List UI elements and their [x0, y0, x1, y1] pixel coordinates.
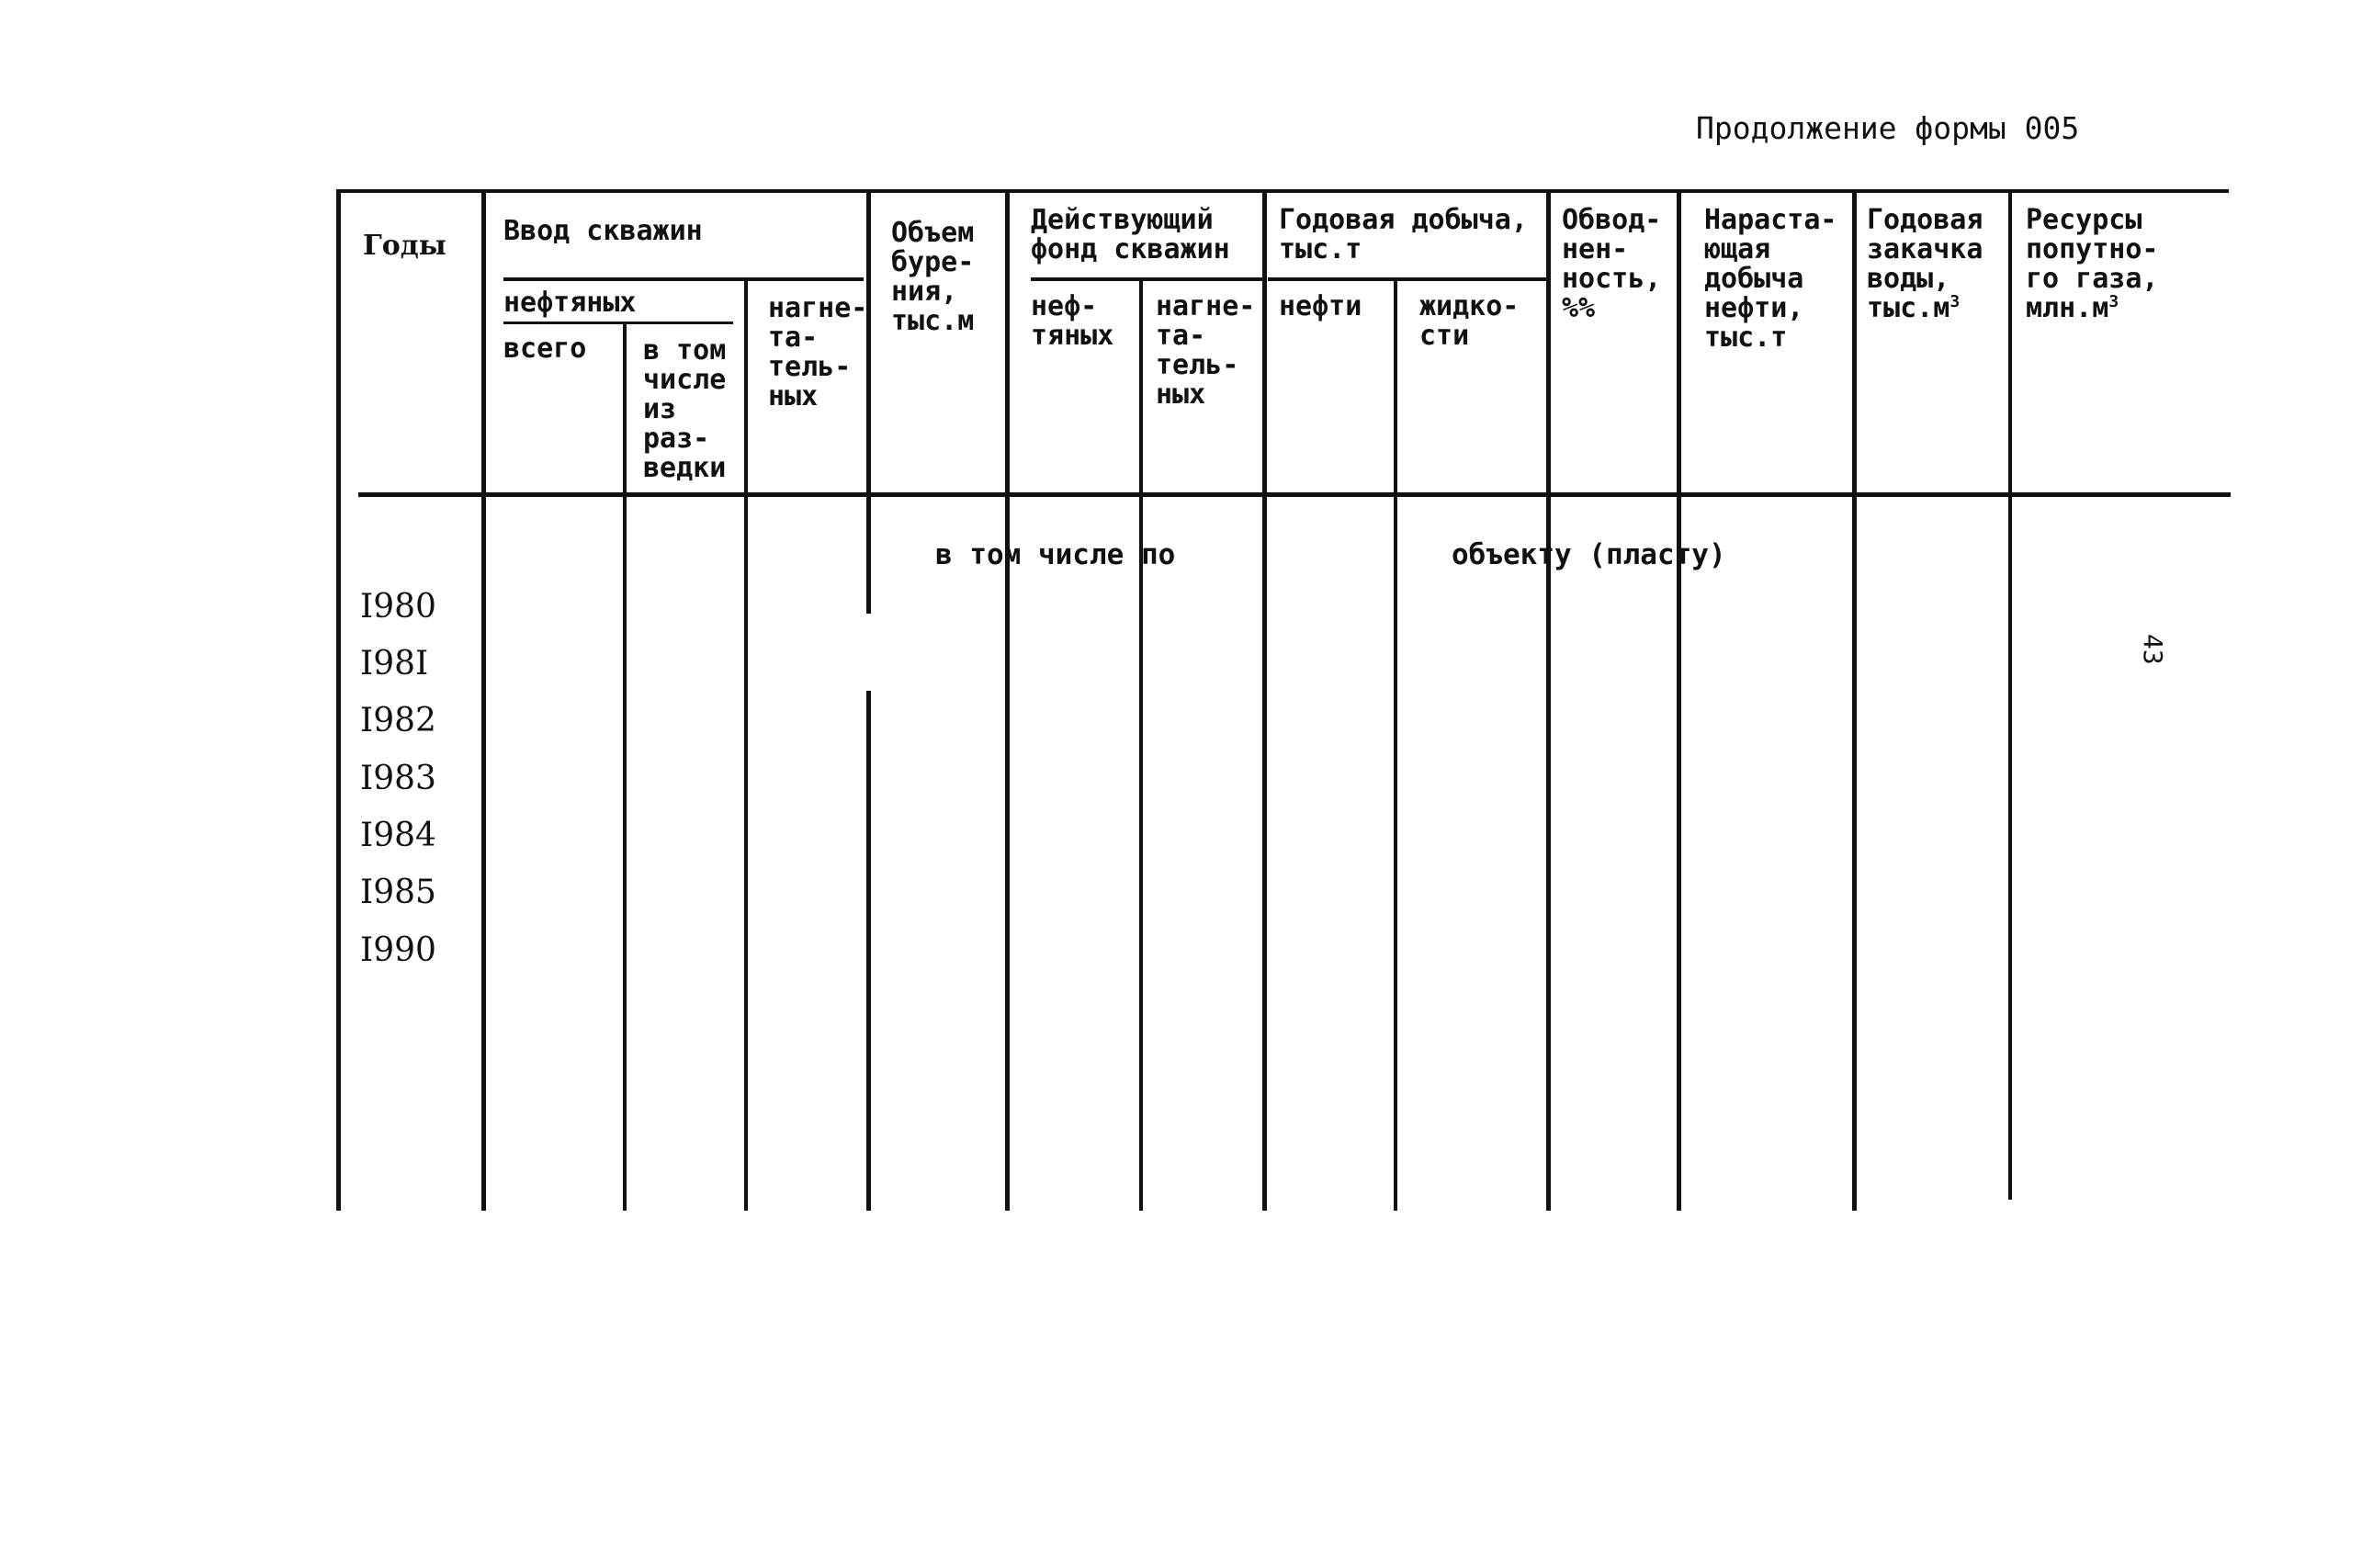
header-zhidkosti: жидко- сти	[1419, 290, 1520, 352]
header-resursy-gaza	[2026, 206, 2159, 323]
header-vvod-skvazhin: Ввод скважин	[503, 215, 703, 247]
header-resursy-sup: 3	[2108, 292, 2119, 311]
year-row: I990	[360, 931, 436, 969]
page-number: 43	[2138, 634, 2168, 665]
header-nagnet-vvod: нагне- та- тель- ных	[768, 292, 868, 412]
year-row: I982	[360, 702, 436, 739]
header-obem-bureniya: Объем буре- ния, тыс.м	[891, 217, 975, 337]
year-row: I984	[360, 817, 436, 854]
col-border-narast	[1852, 189, 1857, 1211]
header-years: Годы	[363, 230, 446, 262]
header-resursy-text: Ресурсы попутно- го газа, млн.м	[2026, 204, 2159, 324]
note-obektu: объекту (пласту)	[1452, 538, 1726, 571]
col-border-obem	[1005, 189, 1010, 1211]
header-nefti: нефти	[1279, 290, 1362, 322]
header-nagnet-fond: нагне- та- тель- ных	[1156, 290, 1256, 411]
header-godovaya-dobycha: Годовая добыча, тыс.т	[1279, 204, 1528, 265]
col-border-dobycha	[1546, 189, 1551, 1211]
col-border-fond	[1262, 189, 1267, 1211]
col-border-razvedki	[744, 277, 748, 1211]
header-bottom-border	[358, 492, 2231, 497]
page-header: Продолжение формы 005	[1696, 110, 2080, 146]
neftyanykh-underline	[503, 321, 733, 324]
header-neftyanykh: нефтяных	[503, 287, 637, 319]
col-border-nagnet1-lower	[866, 691, 871, 1211]
header-zakachka	[1867, 206, 1983, 323]
header-narastayushchaya: Нараста- ющая добыча нефти, тыс.т	[1704, 204, 1837, 354]
year-row: I983	[360, 760, 436, 797]
header-zakachka-text: Годовая закачка воды, тыс.м	[1867, 204, 1983, 324]
header-obvodnennost: Обвод- нен- ность, %%	[1562, 204, 1662, 324]
header-deistvuyushchii-fond: Действующий фонд скважин	[1031, 204, 1230, 265]
col-border-left	[336, 189, 341, 1211]
col-border-neft-fond	[1139, 277, 1143, 1211]
header-zakachka-sup: 3	[1949, 292, 1961, 311]
col-border-obvod	[1677, 189, 1681, 1211]
year-row: I985	[360, 874, 436, 911]
header-v-tom-chisle: в том числе из раз- ведки	[643, 334, 727, 484]
fond-subheader-line	[1031, 277, 1265, 281]
dobycha-subheader-line	[1268, 277, 1548, 281]
header-vsego: всего	[503, 333, 587, 365]
table-top-border	[338, 189, 2229, 193]
col-border-zakachka	[2008, 189, 2012, 1200]
col-border-vsego	[623, 321, 627, 1211]
year-row: I98I	[360, 645, 429, 682]
vvod-subheader-line	[503, 277, 864, 281]
header-neftyanykh-fond: неф- тяных	[1031, 290, 1114, 352]
col-border-years	[481, 189, 486, 1211]
col-border-nefti	[1394, 277, 1397, 1211]
year-row: I980	[360, 588, 436, 626]
note-v-tom-chisle: в том числе по	[935, 538, 1176, 571]
